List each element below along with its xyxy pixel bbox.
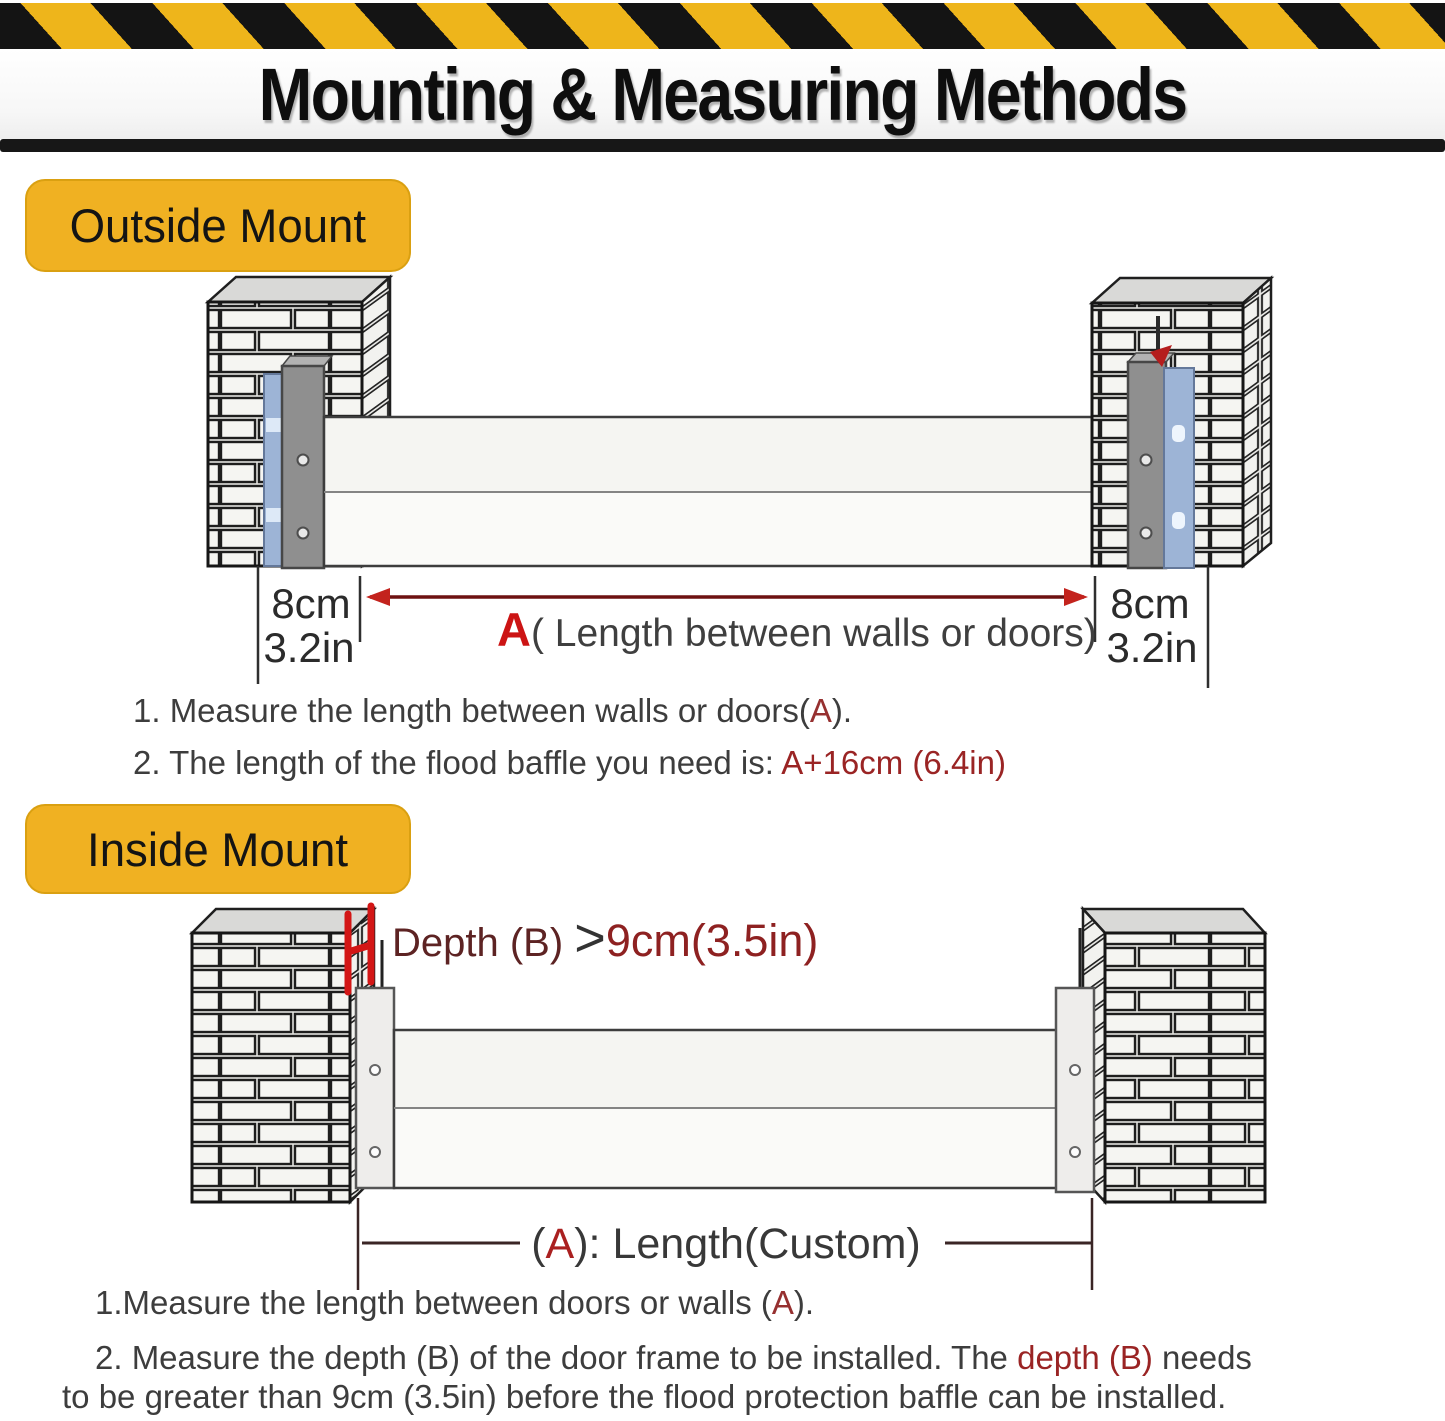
mounting-bracket <box>1056 988 1094 1192</box>
outside-mount-diagram <box>208 277 1271 688</box>
pillar-front-face <box>1105 933 1265 1202</box>
inside-measurements <box>358 1198 1092 1290</box>
pillar-side-face <box>1243 278 1271 566</box>
panel-lower-board <box>324 492 1130 566</box>
screw <box>298 528 309 539</box>
length-a-label: A( Length between walls or doors) <box>497 603 1097 656</box>
inside-left-brick-pillar <box>192 906 394 1202</box>
label-left-3-2in: 3.2in <box>263 624 355 671</box>
inside-step-2-line-2: to be greater than 9cm (3.5in) before the flood protection baffle can be installed. <box>62 1378 1227 1415</box>
seal-mark <box>266 508 281 522</box>
header-divider-bar <box>0 139 1445 152</box>
length-arrowhead-left <box>366 588 390 606</box>
inside-flood-barrier-panel <box>394 1030 1058 1188</box>
panel-lower-board <box>394 1108 1058 1188</box>
pillar-front-face <box>192 933 350 1202</box>
bracket-top-cap <box>282 356 332 366</box>
inside-mount-diagram <box>192 906 1265 1290</box>
title-band <box>0 49 1445 139</box>
label-right-3-2in: 3.2in <box>1106 624 1198 671</box>
outside-step-1: 1. Measure the length between walls or doors(A). <box>133 692 853 729</box>
screw <box>1070 1065 1080 1075</box>
panel-upper-board <box>324 417 1130 492</box>
pillar-top-face <box>208 277 390 302</box>
outside-left-bracket-assembly <box>264 356 332 568</box>
inside-step-2-line-1: 2. Measure the depth (B) of the door frame to be installed. The depth (B) needs <box>95 1339 1252 1376</box>
seal-strip-blue <box>1164 368 1194 568</box>
page-title: Mounting & Measuring Methods <box>258 53 1187 136</box>
outside-mount-badge-label: Outside Mount <box>69 199 367 252</box>
length-arrowhead-right <box>1064 588 1088 606</box>
outside-step-2: 2. The length of the flood baffle you need is: A+16cm (6.4in) <box>133 744 1006 781</box>
pillar-top-face <box>1092 278 1271 303</box>
seal-mark <box>266 418 281 432</box>
screw <box>298 455 309 466</box>
inside-mount-badge-label: Inside Mount <box>87 822 349 876</box>
screw <box>370 1065 380 1075</box>
outside-mount-badge <box>25 179 411 272</box>
caution-tape-stripes <box>0 3 1445 49</box>
custom-length-label: (A): Length(Custom) <box>531 1220 921 1268</box>
screw <box>1070 1147 1080 1157</box>
label-right-8cm: 8cm <box>1110 580 1190 627</box>
screw <box>370 1147 380 1157</box>
seal-mark <box>1172 512 1185 529</box>
inside-step-1: 1.Measure the length between doors or walls (A). <box>95 1284 815 1321</box>
label-left-8cm: 8cm <box>271 580 351 627</box>
inside-right-brick-pillar <box>1056 909 1265 1202</box>
screw <box>1141 455 1152 466</box>
outside-flood-barrier-panel <box>324 417 1130 566</box>
pillar-top-face <box>1083 909 1265 933</box>
depth-label: Depth (B) >9cm(3.5in) <box>392 908 819 968</box>
seal-mark <box>1172 425 1185 442</box>
outside-measurements <box>258 566 1208 688</box>
panel-upper-board <box>394 1030 1058 1108</box>
screw <box>1141 528 1152 539</box>
